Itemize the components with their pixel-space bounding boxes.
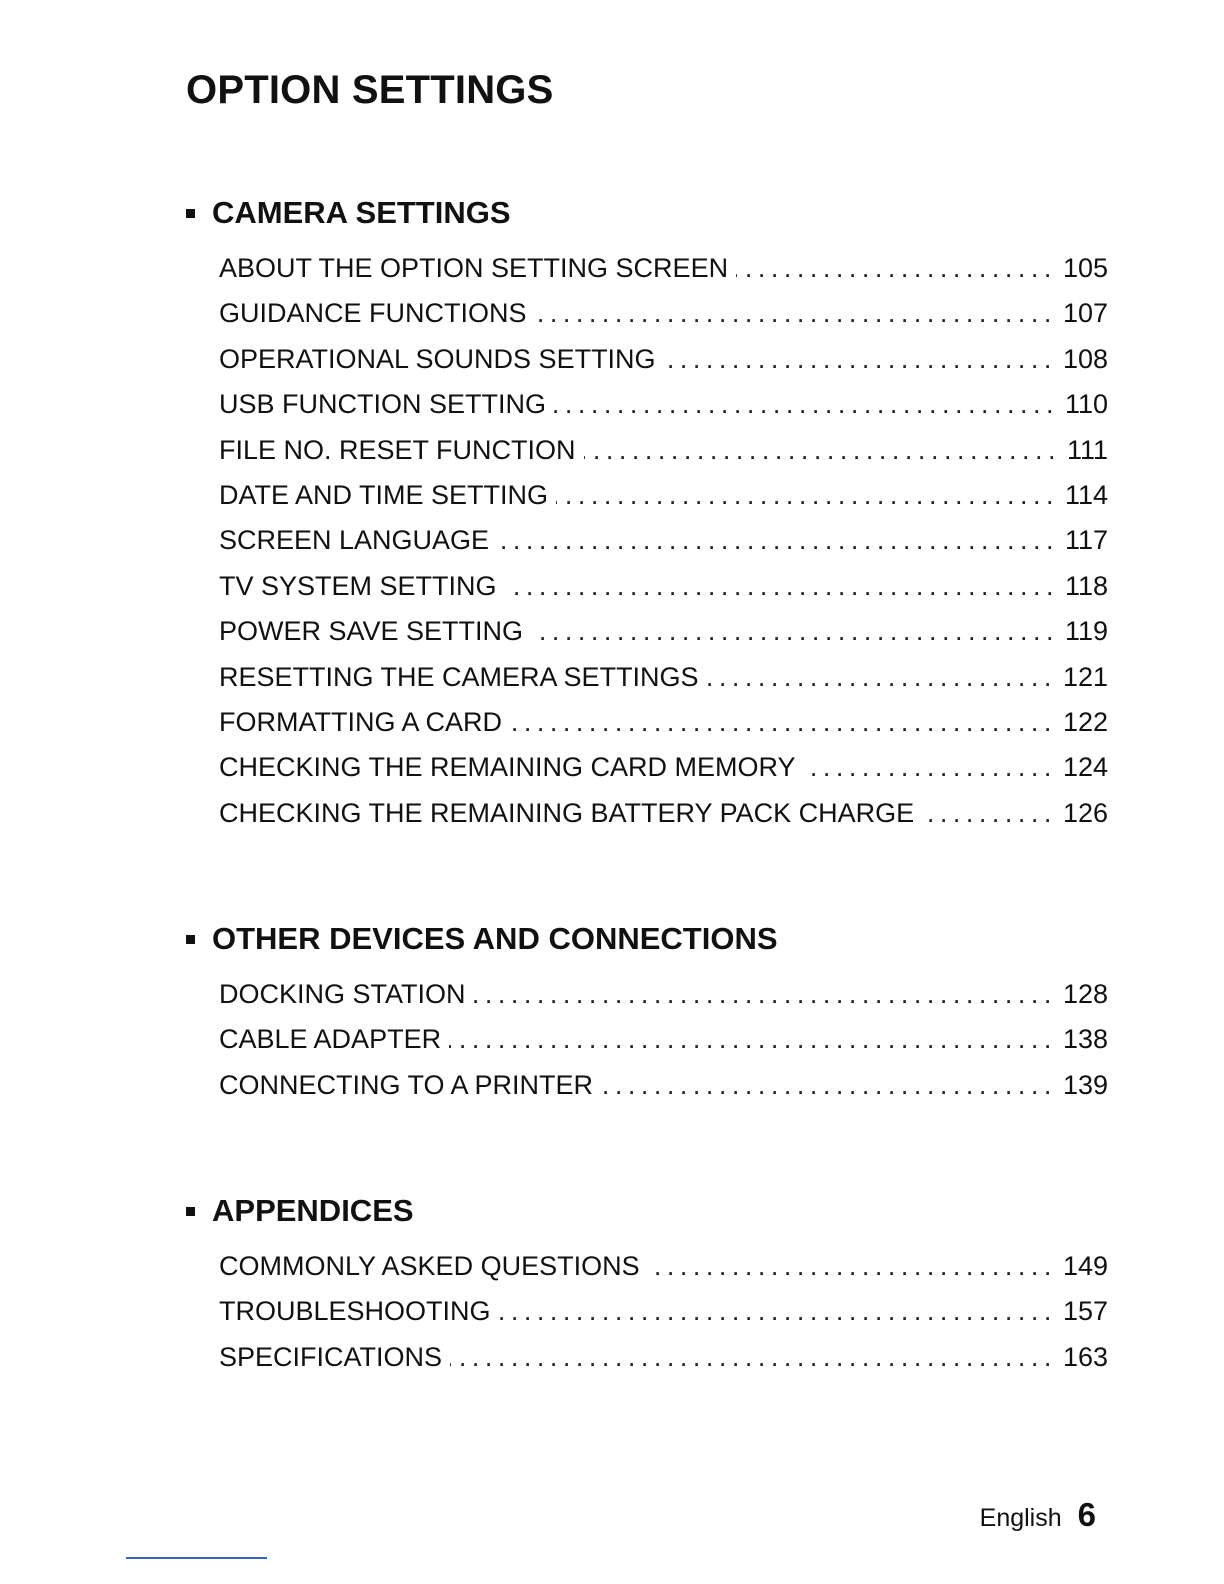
toc-entry-title: DATE AND TIME SETTING [219, 479, 549, 510]
toc-entry-page: 128 [1062, 979, 1108, 1009]
dot-leader [648, 1244, 1057, 1289]
toc-entry-page: 126 [1062, 797, 1108, 828]
toc-entry-title: FORMATTING A CARD [219, 706, 503, 737]
dot-leader [664, 337, 1057, 382]
toc-entry-title: CHECKING THE REMAINING CARD MEMORY [219, 752, 796, 783]
toc-section-camera-settings [186, 192, 1108, 836]
toc-entry-title: ABOUT THE OPTION SETTING SCREEN [219, 253, 729, 283]
toc-entry[interactable] [219, 700, 1108, 745]
toc-entry[interactable] [219, 1244, 1108, 1289]
toc-entry-page: 139 [1062, 1069, 1108, 1100]
dot-leader [531, 609, 1059, 654]
toc-entry[interactable] [219, 428, 1108, 473]
toc-entry[interactable] [219, 1289, 1108, 1334]
footer-page-number: 6 [1077, 1496, 1096, 1533]
page-footer [980, 1496, 1096, 1534]
toc-list [219, 972, 1108, 1108]
dot-leader [556, 473, 1059, 518]
dot-leader [707, 655, 1057, 700]
toc-entry-title: SCREEN LANGUAGE [219, 525, 490, 556]
dot-leader [505, 564, 1059, 609]
toc-entry-page: 114 [1064, 479, 1108, 510]
toc-entry[interactable] [219, 1335, 1108, 1380]
dot-leader [497, 518, 1059, 563]
section-title: CAMERA SETTINGS [212, 195, 511, 230]
section-heading [186, 918, 1108, 960]
toc-entry-title: RESETTING THE CAMERA SETTINGS [219, 661, 699, 692]
toc-entry[interactable] [219, 518, 1108, 563]
toc-entry-page: 138 [1062, 1024, 1108, 1055]
toc-section-other-devices [186, 918, 1108, 1108]
toc-entry[interactable] [219, 745, 1108, 790]
dot-leader [450, 1335, 1057, 1380]
dot-leader [601, 1063, 1057, 1108]
toc-entry-title: USB FUNCTION SETTING [219, 389, 547, 420]
section-title: OTHER DEVICES AND CONNECTIONS [212, 921, 778, 956]
toc-entry-title: TV SYSTEM SETTING [219, 570, 497, 601]
dot-leader [736, 246, 1057, 291]
dot-leader [510, 700, 1057, 745]
toc-section-appendices [186, 1190, 1108, 1380]
toc-entry-title: OPERATIONAL SOUNDS SETTING [219, 343, 656, 374]
toc-entry[interactable] [219, 337, 1108, 382]
toc-entry-title: DOCKING STATION [219, 979, 466, 1009]
footer-language: English [979, 1504, 1062, 1532]
toc-entry-page: 124 [1062, 752, 1108, 783]
dot-leader [922, 791, 1057, 836]
square-bullet-icon [186, 1207, 195, 1216]
toc-entry[interactable] [219, 564, 1108, 609]
toc-entry-page: 107 [1062, 298, 1108, 329]
page-title: OPTION SETTINGS [186, 68, 554, 112]
toc-entry-page: 163 [1062, 1341, 1108, 1372]
toc-entry[interactable] [219, 473, 1108, 518]
dot-leader [449, 1017, 1057, 1062]
toc-entry-title: CABLE ADAPTER [219, 1024, 442, 1055]
toc-entry-page: 117 [1064, 525, 1108, 556]
toc-entry-title: CHECKING THE REMAINING BATTERY PACK CHARGE [219, 797, 915, 828]
toc-list [219, 1244, 1108, 1380]
toc-entry[interactable] [219, 655, 1108, 700]
toc-entry-title: TROUBLESHOOTING [219, 1296, 491, 1327]
toc-entry[interactable] [219, 972, 1108, 1017]
toc-entry-title: SPECIFICATIONS [219, 1341, 443, 1372]
toc-entry[interactable] [219, 1017, 1108, 1062]
dot-leader [535, 291, 1057, 336]
toc-entry-title: CONNECTING TO A PRINTER [219, 1069, 594, 1100]
section-title: APPENDICES [212, 1193, 414, 1228]
toc-entry[interactable] [219, 291, 1108, 336]
dot-leader [499, 1289, 1057, 1334]
square-bullet-icon [186, 935, 195, 944]
square-bullet-icon [186, 209, 195, 218]
toc-entry-page: 110 [1064, 389, 1108, 420]
toc-entry-page: 157 [1062, 1296, 1108, 1327]
section-heading [186, 192, 1108, 234]
toc-entry[interactable] [219, 1063, 1108, 1108]
toc-entry-page: 119 [1064, 616, 1108, 647]
toc-entry-page: 121 [1062, 661, 1108, 692]
toc-entry-page: 149 [1062, 1251, 1108, 1281]
toc-entry[interactable] [219, 382, 1108, 427]
toc-entry-page: 111 [1066, 434, 1108, 465]
dot-leader [554, 382, 1059, 427]
section-heading [186, 1190, 1108, 1232]
toc-entry-title: FILE NO. RESET FUNCTION [219, 434, 576, 465]
dot-leader [474, 972, 1057, 1017]
toc-entry-page: 105 [1062, 253, 1108, 283]
toc-entry[interactable] [219, 246, 1108, 291]
toc-list [219, 246, 1108, 836]
dot-leader [584, 428, 1061, 473]
toc-entry-page: 108 [1062, 343, 1108, 374]
toc-entry[interactable] [219, 791, 1108, 836]
toc-entry[interactable] [219, 609, 1108, 654]
toc-entry-title: POWER SAVE SETTING [219, 616, 524, 647]
toc-entry-page: 118 [1064, 570, 1108, 601]
toc-entry-page: 122 [1062, 706, 1108, 737]
toc-entry-title: GUIDANCE FUNCTIONS [219, 298, 527, 329]
dot-leader [804, 745, 1057, 790]
toc-entry-title: COMMONLY ASKED QUESTIONS [219, 1251, 640, 1281]
link-underline[interactable] [126, 1557, 267, 1559]
